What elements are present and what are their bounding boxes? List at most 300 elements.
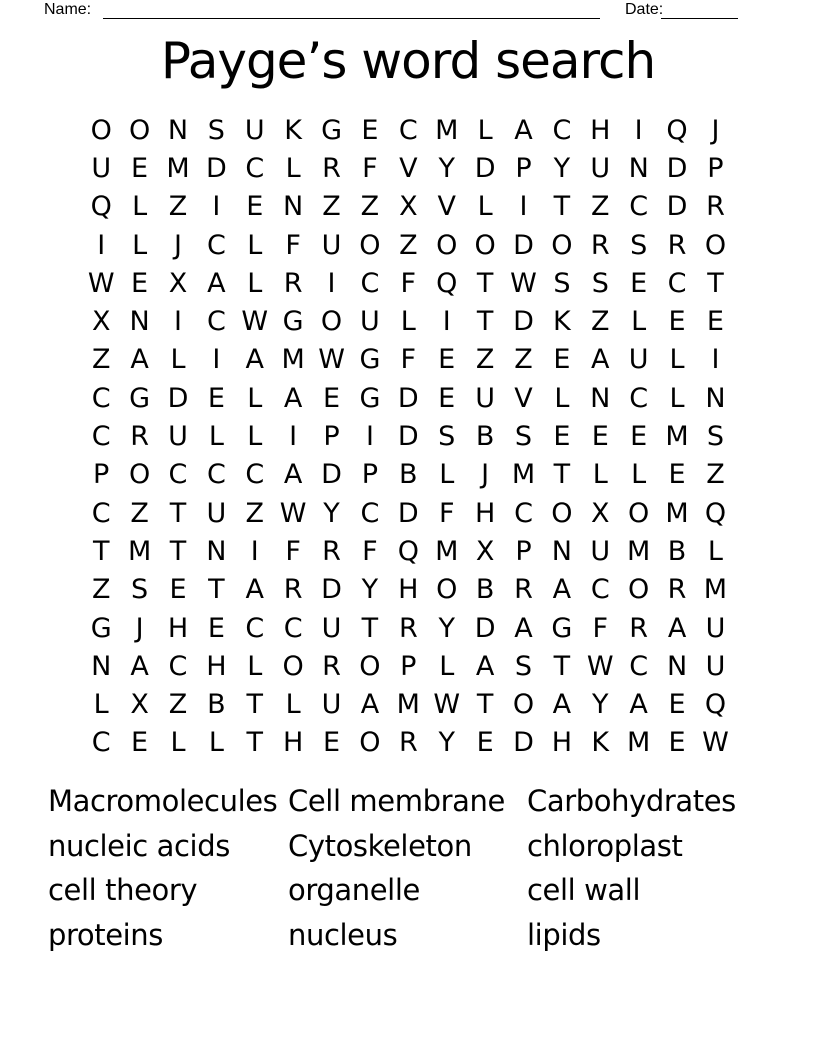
grid-letter: L: [132, 229, 148, 261]
grid-letter: R: [322, 152, 341, 184]
grid-letter: X: [475, 535, 495, 567]
grid-letter: I: [634, 114, 643, 146]
grid-letter: T: [246, 689, 263, 721]
word-search-grid: [82, 111, 735, 762]
grid-letter: A: [475, 650, 495, 682]
grid-letter: K: [591, 727, 610, 759]
grid-letter: Y: [438, 612, 455, 644]
grid-letter: R: [322, 650, 341, 682]
grid-letter: U: [705, 612, 726, 644]
grid-letter: D: [397, 421, 419, 453]
grid-letter: U: [321, 229, 342, 261]
grid-letter: W: [702, 727, 729, 759]
grid-letter: C: [91, 382, 111, 414]
grid-letter: A: [629, 689, 648, 721]
grid-letter: L: [93, 689, 109, 721]
worksheet-title: Payge’s word search: [160, 32, 656, 90]
grid-letter: W: [510, 267, 537, 299]
grid-letter: Z: [360, 191, 380, 223]
word-list-column: [48, 779, 277, 957]
grid-letter: Z: [322, 191, 341, 223]
grid-letter: F: [362, 535, 378, 567]
grid-letter: Y: [553, 152, 571, 184]
grid-letter: R: [667, 229, 687, 261]
grid-letter: P: [515, 535, 532, 567]
grid-letter: R: [322, 535, 341, 567]
grid-letter: C: [514, 497, 533, 529]
grid-letter: Z: [130, 497, 149, 529]
grid-letter: I: [250, 535, 259, 567]
grid-letter: A: [667, 612, 687, 644]
grid-letter: N: [206, 535, 227, 567]
word-list-column: [527, 779, 736, 957]
grid-letter: T: [169, 497, 187, 529]
grid-letter: L: [208, 727, 224, 759]
grid-letter: T: [246, 727, 263, 759]
grid-letter: G: [321, 114, 342, 146]
grid-letter: S: [553, 267, 571, 299]
grid-letter: D: [474, 612, 496, 644]
grid-letter: D: [321, 459, 342, 491]
word-list: [0, 779, 816, 979]
grid-letter: H: [398, 574, 419, 606]
word-list-item: Cytoskeleton: [288, 828, 472, 863]
grid-letter: E: [553, 344, 571, 376]
grid-letter: C: [245, 152, 265, 184]
grid-letter: U: [321, 689, 342, 721]
word-list-item: lipids: [527, 917, 601, 952]
grid-letter: O: [282, 650, 304, 682]
grid-letter: I: [365, 421, 374, 453]
grid-letter: A: [130, 650, 149, 682]
name-label: Name:: [44, 1, 92, 18]
grid-letter: G: [90, 612, 112, 644]
grid-letter: X: [91, 306, 111, 338]
grid-letter: C: [206, 306, 226, 338]
grid-letter: A: [591, 344, 610, 376]
grid-letter: C: [245, 459, 265, 491]
grid-letter: L: [631, 306, 647, 338]
grid-letter: N: [590, 382, 611, 414]
grid-letter: U: [705, 650, 726, 682]
grid-letter: M: [627, 727, 651, 759]
grid-letter: S: [514, 421, 533, 453]
grid-letter: L: [247, 267, 263, 299]
grid-letter: T: [169, 535, 187, 567]
word-list-item: organelle: [288, 873, 420, 908]
grid-letter: A: [245, 574, 264, 606]
grid-letter: Q: [704, 689, 727, 721]
grid-letter: Z: [399, 229, 418, 261]
grid-letter: J: [481, 459, 490, 491]
grid-letter: Z: [706, 459, 725, 491]
grid-letter: J: [135, 612, 144, 644]
grid-letter: L: [669, 382, 685, 414]
grid-letter: W: [433, 689, 461, 721]
grid-letter: E: [323, 382, 341, 414]
date-label: Date:: [625, 1, 664, 18]
grid-letter: U: [360, 306, 380, 338]
grid-letter: L: [247, 421, 263, 453]
grid-letter: D: [205, 152, 227, 184]
word-list-item: nucleic acids: [48, 828, 230, 863]
grid-letter: U: [475, 382, 495, 414]
grid-letter: M: [281, 344, 305, 376]
grid-letter: C: [283, 612, 303, 644]
grid-letter: L: [477, 191, 493, 223]
grid-letter: B: [207, 689, 226, 721]
grid-letter: C: [168, 459, 188, 491]
grid-letter: D: [321, 574, 342, 606]
grid-letter: D: [397, 497, 419, 529]
grid-letter: E: [630, 421, 648, 453]
grid-letter: Z: [91, 574, 111, 606]
grid-letter: S: [706, 421, 725, 453]
grid-letter: H: [206, 650, 227, 682]
grid-letter: Y: [361, 574, 379, 606]
grid-letter: V: [399, 152, 418, 184]
grid-letter: B: [667, 535, 687, 567]
grid-letter: I: [327, 267, 336, 299]
grid-letter: E: [361, 114, 379, 146]
grid-letter: D: [513, 306, 534, 338]
grid-letter: O: [359, 650, 381, 682]
grid-letter: E: [438, 344, 456, 376]
grid-letter: B: [475, 421, 495, 453]
grid-letter: L: [208, 421, 224, 453]
grid-letter: U: [321, 612, 342, 644]
grid-letter: I: [212, 191, 221, 223]
grid-letter: D: [167, 382, 189, 414]
grid-letter: E: [668, 727, 686, 759]
grid-letter: P: [515, 152, 532, 184]
grid-letter: S: [207, 114, 225, 146]
grid-letter: N: [129, 306, 150, 338]
word-list-item: cell theory: [48, 873, 198, 908]
grid-letter: F: [362, 152, 378, 184]
grid-letter: U: [91, 152, 112, 184]
grid-letter: L: [439, 650, 455, 682]
grid-letter: W: [586, 650, 614, 682]
grid-letter: Z: [514, 344, 533, 376]
grid-letter: A: [283, 382, 303, 414]
grid-letter: R: [398, 612, 418, 644]
grid-letter: R: [706, 191, 725, 223]
word-list-item: nucleus: [288, 917, 398, 952]
grid-letter: H: [474, 497, 496, 529]
grid-letter: L: [554, 382, 570, 414]
grid-letter: M: [435, 535, 459, 567]
grid-letter: E: [207, 382, 225, 414]
grid-letter: E: [323, 727, 341, 759]
grid-letter: H: [590, 114, 611, 146]
grid-letter: O: [628, 574, 650, 606]
grid-letter: A: [245, 344, 264, 376]
grid-letter: C: [91, 727, 111, 759]
grid-letter: D: [513, 229, 534, 261]
grid-letter: U: [168, 421, 188, 453]
grid-letter: I: [173, 306, 182, 338]
grid-letter: Y: [323, 497, 340, 529]
grid-letter: D: [666, 152, 688, 184]
grid-letter: L: [707, 535, 723, 567]
grid-letter: E: [131, 152, 149, 184]
grid-letter: Q: [666, 114, 688, 146]
grid-letter: D: [397, 382, 419, 414]
grid-letter: R: [283, 267, 303, 299]
grid-letter: L: [170, 344, 186, 376]
grid-letter: E: [246, 191, 264, 223]
grid-letter: Q: [436, 267, 458, 299]
grid-letter: Y: [438, 727, 455, 759]
grid-letter: C: [91, 421, 111, 453]
grid-letter: N: [628, 152, 649, 184]
grid-letter: E: [668, 689, 686, 721]
grid-letter: R: [514, 574, 533, 606]
word-list-item: cell wall: [527, 873, 641, 908]
grid-letter: O: [628, 497, 650, 529]
grid-letter: W: [279, 497, 307, 529]
grid-letter: T: [553, 459, 571, 491]
grid-letter: E: [668, 306, 686, 338]
grid-letter: E: [131, 727, 149, 759]
grid-letter: L: [477, 114, 493, 146]
grid-letter: U: [590, 152, 611, 184]
grid-letter: H: [167, 612, 189, 644]
grid-letter: Z: [168, 689, 188, 721]
grid-letter: D: [666, 191, 688, 223]
grid-letter: L: [247, 650, 263, 682]
grid-letter: J: [173, 229, 182, 261]
grid-letter: F: [400, 267, 417, 299]
grid-letter: L: [170, 727, 186, 759]
grid-letter: M: [127, 535, 152, 567]
grid-letter: F: [285, 535, 301, 567]
grid-letter: T: [553, 191, 571, 223]
grid-letter: N: [283, 191, 304, 223]
grid-letter: C: [206, 459, 226, 491]
grid-letter: L: [669, 344, 685, 376]
grid-letter: N: [167, 114, 189, 146]
grid-letter: L: [285, 152, 301, 184]
grid-letter: R: [629, 612, 649, 644]
grid-letter: N: [666, 650, 688, 682]
grid-letter: E: [630, 267, 648, 299]
grid-letter: G: [359, 382, 381, 414]
grid-letter: Z: [91, 344, 111, 376]
grid-letter: B: [475, 574, 495, 606]
grid-letter: G: [551, 612, 573, 644]
name-blank-line: [103, 0, 600, 19]
grid-letter: B: [399, 459, 418, 491]
grid-letter: M: [665, 421, 689, 453]
grid-letter: C: [629, 650, 649, 682]
grid-letter: Q: [397, 535, 419, 567]
grid-letter: F: [400, 344, 417, 376]
grid-letter: S: [591, 267, 609, 299]
word-list-item: Macromolecules: [48, 784, 278, 818]
grid-letter: P: [323, 421, 340, 453]
grid-letter: E: [706, 306, 724, 338]
grid-letter: C: [168, 650, 188, 682]
word-list-column: [288, 779, 505, 957]
grid-letter: N: [705, 382, 726, 414]
grid-letter: O: [359, 229, 381, 261]
grid-letter: L: [247, 229, 263, 261]
grid-letter: L: [132, 191, 148, 223]
grid-letter: T: [476, 306, 494, 338]
grid-letter: M: [665, 497, 689, 529]
grid-letter: N: [551, 535, 572, 567]
grid-letter: E: [476, 727, 494, 759]
grid-letter: O: [128, 459, 151, 491]
grid-letter: C: [590, 574, 610, 606]
grid-letter: P: [361, 459, 379, 491]
grid-letter: E: [553, 421, 571, 453]
grid-letter: I: [289, 421, 298, 453]
grid-letter: C: [629, 382, 649, 414]
grid-letter: Z: [475, 344, 495, 376]
grid-letter: J: [711, 114, 720, 146]
grid-letter: A: [360, 689, 380, 721]
grid-letter: R: [283, 574, 303, 606]
grid-letter: U: [206, 497, 227, 529]
grid-letter: C: [360, 497, 380, 529]
grid-letter: X: [591, 497, 610, 529]
date-blank-line: [661, 0, 738, 19]
grid-letter: M: [166, 152, 190, 184]
grid-letter: M: [435, 114, 459, 146]
grid-letter: L: [631, 459, 647, 491]
grid-letter: X: [130, 689, 149, 721]
word-list-item: proteins: [48, 917, 163, 952]
grid-letter: I: [519, 191, 528, 223]
grid-letter: O: [436, 574, 458, 606]
grid-letter: Z: [168, 191, 188, 223]
grid-letter: L: [439, 459, 455, 491]
grid-letter: F: [285, 229, 301, 261]
grid-letter: T: [208, 574, 225, 606]
grid-letter: D: [513, 727, 534, 759]
grid-letter: F: [438, 497, 455, 529]
grid-letter: O: [128, 114, 151, 146]
grid-letter: R: [667, 574, 687, 606]
grid-letter: O: [90, 114, 112, 146]
grid-letter: L: [592, 459, 608, 491]
grid-letter: S: [630, 229, 648, 261]
grid-letter: P: [707, 152, 724, 184]
grid-letter: A: [514, 612, 533, 644]
grid-letter: T: [707, 267, 724, 299]
grid-letter: E: [668, 459, 686, 491]
grid-letter: T: [361, 612, 379, 644]
grid-letter: C: [667, 267, 687, 299]
grid-letter: M: [396, 689, 420, 721]
grid-letter: O: [436, 229, 458, 261]
grid-letter: Q: [90, 191, 112, 223]
grid-letter: M: [627, 535, 651, 567]
grid-letter: G: [282, 306, 304, 338]
grid-letter: P: [400, 650, 417, 682]
grid-letter: I: [212, 344, 221, 376]
grid-letter: E: [131, 267, 149, 299]
word-list-item: Cell membrane: [288, 784, 505, 818]
grid-letter: E: [169, 574, 187, 606]
grid-letter: S: [514, 650, 533, 682]
grid-letter: I: [711, 344, 720, 376]
grid-letter: C: [398, 114, 418, 146]
grid-letter: O: [359, 727, 381, 759]
grid-letter: V: [514, 382, 533, 414]
word-list-item: Carbohydrates: [527, 784, 736, 818]
grid-letter: U: [628, 344, 649, 376]
grid-letter: C: [245, 612, 265, 644]
grid-letter: P: [93, 459, 110, 491]
grid-letter: W: [87, 267, 115, 299]
grid-letter: T: [553, 650, 571, 682]
grid-letter: Z: [591, 306, 610, 338]
grid-letter: Q: [704, 497, 727, 529]
grid-letter: C: [360, 267, 380, 299]
grid-letter: E: [207, 612, 225, 644]
grid-letter: C: [206, 229, 226, 261]
grid-letter: O: [474, 229, 496, 261]
grid-letter: H: [551, 727, 573, 759]
grid-letter: A: [552, 574, 572, 606]
grid-letter: T: [476, 689, 494, 721]
grid-letter: O: [512, 689, 535, 721]
grid-letter: G: [359, 344, 381, 376]
grid-letter: Y: [438, 152, 455, 184]
grid-letter: U: [244, 114, 265, 146]
grid-letter: H: [282, 727, 304, 759]
grid-letter: M: [511, 459, 536, 491]
grid-letter: K: [284, 114, 302, 146]
grid-letter: T: [476, 267, 494, 299]
grid-letter: X: [399, 191, 418, 223]
grid-letter: S: [131, 574, 149, 606]
grid-letter: G: [129, 382, 151, 414]
grid-letter: K: [553, 306, 571, 338]
grid-letter: T: [92, 535, 110, 567]
grid-letter: L: [247, 382, 263, 414]
grid-letter: W: [241, 306, 269, 338]
grid-letter: O: [704, 229, 727, 261]
grid-letter: L: [285, 689, 301, 721]
grid-letter: C: [91, 497, 111, 529]
grid-letter: N: [91, 650, 112, 682]
grid-letter: O: [320, 306, 343, 338]
grid-letter: Z: [591, 191, 610, 223]
grid-letter: I: [97, 229, 106, 261]
grid-letter: R: [398, 727, 418, 759]
grid-letter: I: [442, 306, 451, 338]
grid-letter: A: [207, 267, 226, 299]
grid-letter: A: [514, 114, 533, 146]
grid-letter: O: [551, 229, 573, 261]
grid-letter: L: [400, 306, 416, 338]
grid-letter: U: [590, 535, 611, 567]
grid-letter: Y: [592, 689, 609, 721]
grid-letter: A: [552, 689, 572, 721]
grid-letter: Z: [245, 497, 264, 529]
grid-letter: E: [438, 382, 456, 414]
grid-letter: A: [130, 344, 149, 376]
grid-letter: C: [629, 191, 649, 223]
grid-letter: W: [318, 344, 345, 376]
grid-letter: E: [591, 421, 609, 453]
grid-letter: D: [474, 152, 496, 184]
